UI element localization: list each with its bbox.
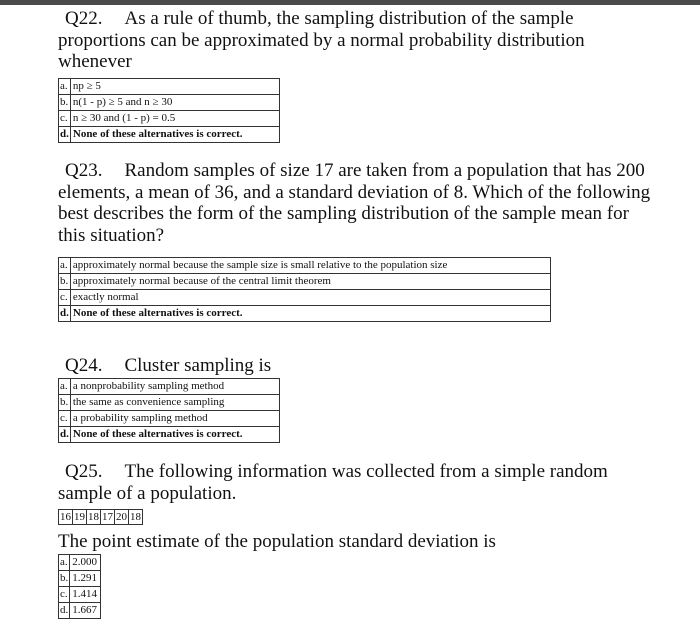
q24-option-c[interactable]: c. a probability sampling method — [59, 411, 280, 427]
q25-prompt: The point estimate of the population standard deviation is — [58, 531, 496, 552]
q22-option-b[interactable]: b. n(1 - p) ≥ 5 and n ≥ 30 — [59, 95, 280, 111]
q25-text: The following information was collected from a simple random sample of a population. — [58, 461, 608, 504]
q22-option-a[interactable]: a. np ≥ 5 — [59, 79, 280, 95]
q22-number: Q22. — [65, 8, 103, 29]
q23-option-a[interactable]: a. approximately normal because the sample size is small relative to the population size — [59, 258, 551, 274]
data-cell: 20 — [116, 511, 127, 523]
q25-option-c[interactable]: c. 1.414 — [59, 587, 101, 603]
q24-options — [58, 378, 280, 443]
q22-option-c[interactable]: c. n ≥ 30 and (1 - p) = 0.5 — [59, 111, 280, 127]
data-cell: 17 — [102, 511, 113, 523]
q23-option-b[interactable]: b. approximately normal because of the central limit theorem — [59, 274, 551, 290]
q23-options — [58, 257, 551, 322]
data-cell: 18 — [130, 511, 141, 523]
q24-option-a[interactable]: a. a nonprobability sampling method — [59, 379, 280, 395]
q25-option-d[interactable]: d. 1.667 — [59, 603, 101, 619]
data-cell: 18 — [88, 511, 99, 523]
q24-text: Cluster sampling is — [124, 355, 272, 376]
q24-option-d[interactable]: d. None of these alternatives is correct. — [59, 427, 280, 443]
q25-option-b[interactable]: b. 1.291 — [59, 571, 101, 587]
q25-question — [58, 461, 658, 504]
q24-number: Q24. — [65, 355, 103, 376]
q22-text: As a rule of thumb, the sampling distribution of the sample proportions can be approximated by a normal probability distribution whenever — [58, 8, 585, 72]
q24-question — [58, 355, 658, 377]
q23-number: Q23. — [65, 160, 103, 181]
q22-option-d[interactable]: d. None of these alternatives is correct. — [59, 127, 280, 143]
data-cell: 16 — [60, 511, 71, 523]
q25-number: Q25. — [65, 461, 103, 482]
q24-option-b[interactable]: b. the same as convenience sampling — [59, 395, 280, 411]
q22-options — [58, 78, 280, 143]
q23-text: Random samples of size 17 are taken from a population that has 200 elements, a mean of 36, and a standard deviation of 8. Which of the following best describes the form of the sampling distribution of the sample mean for this situation? — [58, 160, 651, 246]
top-border — [0, 0, 700, 5]
q25-option-a[interactable]: a. 2.000 — [59, 555, 101, 571]
q23-question — [58, 160, 658, 246]
q22-question — [58, 8, 658, 73]
q23-option-c[interactable]: c. exactly normal — [59, 290, 551, 306]
q25-options — [58, 554, 101, 619]
q23-option-d[interactable]: d. None of these alternatives is correct. — [59, 306, 551, 322]
q25-data-table — [58, 509, 143, 525]
data-cell: 19 — [74, 511, 85, 523]
